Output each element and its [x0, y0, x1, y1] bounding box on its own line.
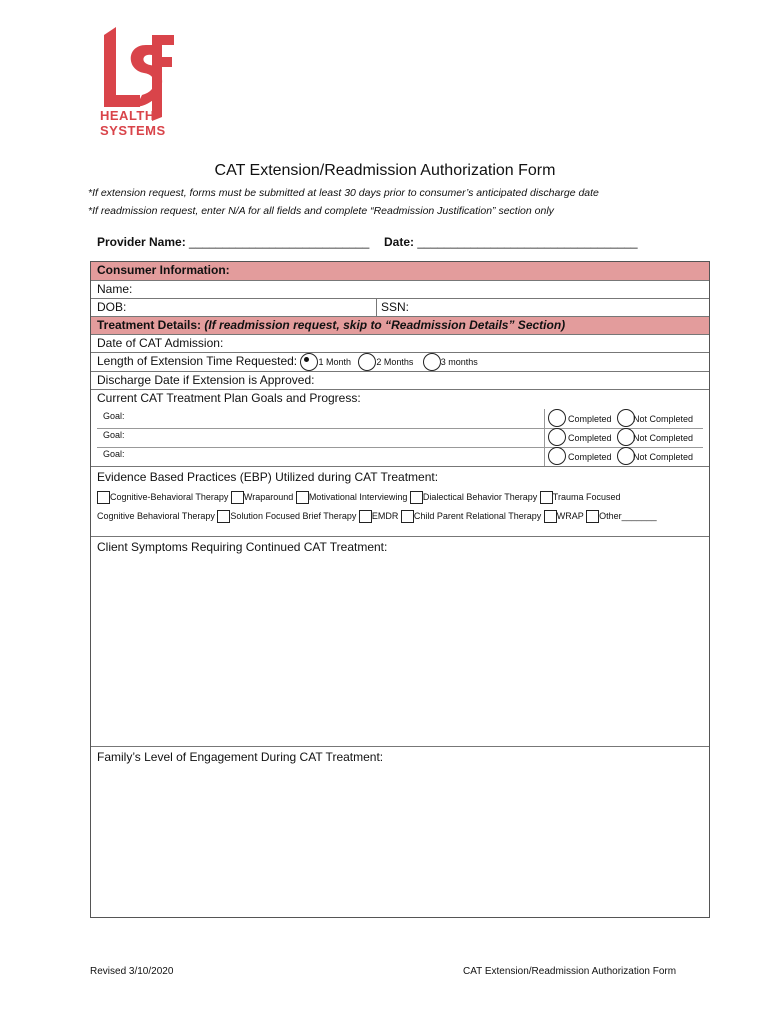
family-engagement-field[interactable]: Family’s Level of Engagement During CAT Treatment: — [97, 750, 384, 764]
symptoms-field[interactable]: Client Symptoms Requiring Continued CAT Treatment: — [91, 537, 709, 747]
consumer-header: Consumer Information: — [91, 262, 709, 281]
discharge-date-field[interactable]: Discharge Date if Extension is Approved: — [91, 372, 709, 390]
logo-text: HEALTH SYSTEMS — [100, 108, 166, 138]
note-readmission: *If readmission request, enter N/A for all fields and complete “Readmission Justification” section only — [88, 205, 554, 217]
footer-title: CAT Extension/Readmission Authorization Form — [463, 966, 677, 977]
extension-length-row: Length of Extension Time Requested: 1 Month 2 Months 3 months — [91, 353, 709, 372]
goal-row: Goal: Completed Not Completed — [97, 428, 703, 448]
dob-field[interactable]: DOB: — [97, 300, 127, 314]
ssn-field[interactable]: SSN: — [376, 299, 409, 316]
checkbox-sfbt[interactable] — [217, 510, 230, 523]
dob-row — [91, 299, 709, 317]
authorization-form — [90, 261, 710, 918]
checkbox-cbt[interactable] — [97, 491, 110, 504]
checkbox-other[interactable] — [586, 510, 599, 523]
radio-completed[interactable] — [548, 409, 566, 427]
checkbox-motivational-interviewing[interactable] — [296, 491, 309, 504]
radio-2-months[interactable] — [358, 353, 376, 371]
checkbox-wraparound[interactable] — [231, 491, 244, 504]
name-field[interactable]: Name: — [91, 281, 709, 299]
checkbox-emdr[interactable] — [359, 510, 372, 523]
radio-3-months[interactable] — [423, 353, 441, 371]
radio-completed[interactable] — [548, 428, 566, 446]
ebp-section: Evidence Based Practices (EBP) Utilized during CAT Treatment: Cognitive-Behavioral Therapy Wraparound Motivational Interviewing Dialectical Behavior Therapy Trauma Focused Cognitive Behavioral Therapy Solution Focused Brief Therapy EMDR Child Parent Relational Therapy WRAP Other_______ — [91, 467, 709, 537]
provider-name-field[interactable]: Provider Name: ___________________________ — [97, 235, 370, 249]
checkbox-cprt[interactable] — [401, 510, 414, 523]
page-title: CAT Extension/Readmission Authorization Form — [214, 162, 556, 179]
goal-row: Goal: Completed Not Completed — [97, 447, 703, 466]
checkbox-trauma-focused[interactable] — [540, 491, 553, 504]
date-field[interactable]: Date: _________________________________ — [384, 235, 638, 249]
checkbox-wrap[interactable] — [544, 510, 557, 523]
checkbox-dbt[interactable] — [410, 491, 423, 504]
admission-date-field[interactable]: Date of CAT Admission: — [91, 335, 709, 353]
radio-completed[interactable] — [548, 447, 566, 465]
goals-section: Current CAT Treatment Plan Goals and Progress: — [91, 390, 709, 467]
footer-revised: Revised 3/10/2020 — [90, 966, 174, 977]
radio-1-month[interactable] — [300, 353, 318, 371]
treatment-header: Treatment Details: (If readmission request, skip to “Readmission Details” Section) — [91, 317, 709, 335]
goal-row: Goal: Completed Not Completed — [97, 409, 703, 429]
note-extension: *If extension request, forms must be submitted at least 30 days prior to consumer’s anticipated discharge date — [88, 187, 599, 199]
